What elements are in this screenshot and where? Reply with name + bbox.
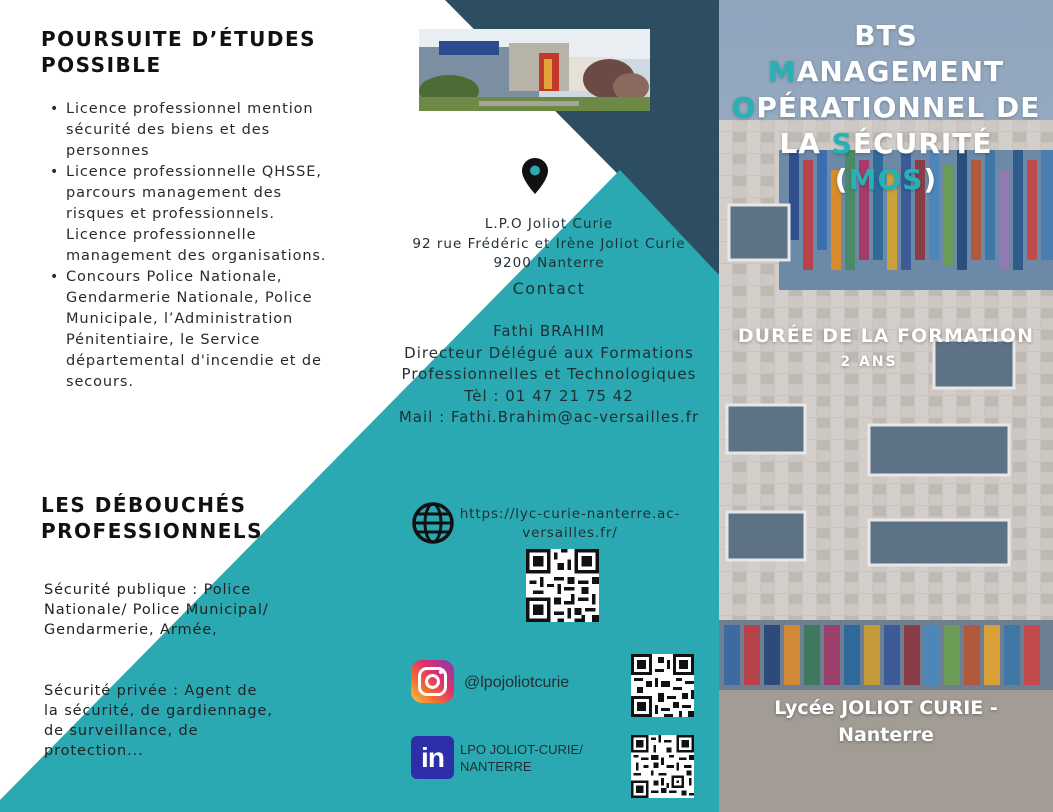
contact-phone[interactable]: Tèl : 01 47 21 75 42: [464, 386, 634, 405]
title-paren: ): [923, 163, 938, 196]
studies-list: [48, 99, 338, 393]
school-name-line: Lycée JOLIOT CURIE -: [774, 697, 998, 719]
title-line: [719, 90, 1053, 126]
address-line: 9200 Nanterre: [493, 255, 605, 271]
instagram-qr-code[interactable]: [631, 654, 694, 717]
linkedin-label[interactable]: LPO JOLIOT-CURIE/ NANTERRE: [460, 742, 583, 774]
globe-icon: [411, 501, 455, 545]
address-line: L.P.O Joliot Curie: [484, 216, 614, 232]
debouches-prive: Sécurité privée : Agent de la sécurité, de gardiennage, de surveillance, de protection...: [44, 683, 273, 759]
location-pin-icon: [521, 157, 549, 195]
program-title: [719, 18, 1053, 198]
title-line: [719, 126, 1053, 162]
school-name-line: Nanterre: [838, 724, 934, 746]
title-rest: ÉCURITÉ: [852, 127, 993, 160]
contact-role: Directeur Délégué aux Formations: [404, 343, 694, 362]
contact-email[interactable]: Mail : Fathi.Brahim@ac-versailles.fr: [398, 408, 700, 426]
list-item: • Licence professionnel mention sécurité des biens et des personnes: [48, 99, 338, 162]
contact-block: [390, 321, 708, 429]
title-line: BTS: [854, 19, 918, 52]
title-line: [719, 54, 1053, 90]
title-rest: LA: [779, 127, 832, 160]
website-link[interactable]: https://lyc-curie-nanterre.ac-versailles.fr/: [459, 506, 681, 541]
linkedin-icon[interactable]: in: [411, 736, 454, 779]
title-initial: S: [831, 127, 853, 160]
studies-title: POURSUITE D’ÉTUDES POSSIBLE: [41, 27, 317, 77]
school-address: [390, 215, 708, 274]
title-acronym: MOS: [848, 163, 924, 196]
debouches-public: Sécurité publique : Police Nationale/ Police Municipal/ Gendarmerie, Armée,: [44, 582, 269, 638]
title-line: [719, 162, 1053, 198]
title-rest: PÉRATIONNEL DE: [756, 91, 1041, 124]
instagram-icon[interactable]: [411, 660, 454, 703]
contact-title: Contact: [512, 279, 586, 298]
list-item: • Licence professionnelle QHSSE, parcours management des risques et professionnels. Licence professionnelle management des organisations.: [48, 162, 338, 267]
title-rest: ANAGEMENT: [796, 55, 1005, 88]
contact-name: Fathi BRAHIM: [493, 322, 605, 340]
list-item: • Concours Police Nationale, Gendarmerie Nationale, Police Municipale, l’Administration Pénitentiaire, le Service départemental d'incendie et de secours.: [48, 267, 338, 393]
duration-title: DURÉE DE LA FORMATION: [737, 325, 1035, 347]
title-initial: M: [767, 55, 797, 88]
instagram-handle[interactable]: @lpojoliotcurie: [464, 674, 570, 691]
linkedin-qr-code[interactable]: [631, 735, 694, 798]
title-paren: (: [834, 163, 849, 196]
debouches-title: LES DÉBOUCHÉS PROFESSIONNELS: [41, 493, 264, 543]
school-photo: [419, 29, 650, 111]
school-name: [755, 695, 1017, 749]
website-qr-code[interactable]: [526, 549, 599, 622]
duration-value: 2 ANS: [840, 354, 898, 370]
title-initial: O: [731, 91, 757, 124]
contact-role: Professionnelles et Technologiques: [401, 365, 697, 383]
address-line: 92 rue Frédéric et Irène Joliot Curie: [412, 235, 686, 252]
